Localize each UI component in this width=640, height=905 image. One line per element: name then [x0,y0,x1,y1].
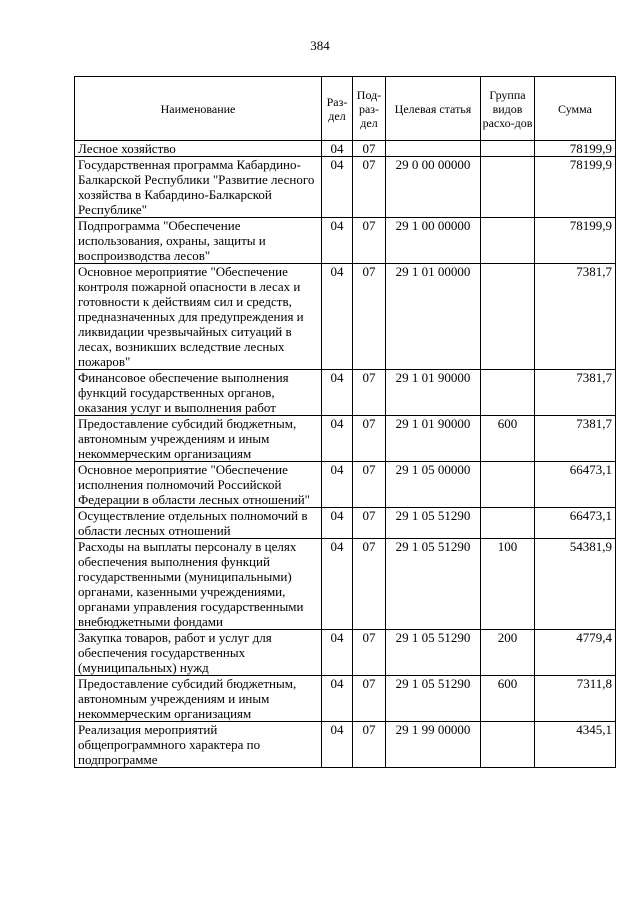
header-row [75,77,616,141]
cell-vid: 100 [481,539,535,630]
cell-summa: 4779,4 [535,630,616,676]
budget-table [74,76,616,768]
cell-podrazdel: 07 [353,370,386,416]
cell-razdel: 04 [322,508,353,539]
cell-podrazdel: 07 [353,722,386,768]
table-row [75,462,616,508]
cell-summa: 78199,9 [535,141,616,157]
cell-name: Реализация мероприятий общепрограммного характера по подпрограмме [75,722,322,768]
cell-name: Закупка товаров, работ и услуг для обеспечения государственных (муниципальных) нужд [75,630,322,676]
cell-statya: 29 1 99 00000 [386,722,481,768]
cell-statya: 29 1 05 51290 [386,539,481,630]
cell-statya: 29 1 05 00000 [386,462,481,508]
cell-podrazdel: 07 [353,630,386,676]
table-row [75,218,616,264]
header-razdel: Раз-дел [322,77,353,141]
cell-razdel: 04 [322,416,353,462]
table-row [75,141,616,157]
cell-summa: 7381,7 [535,416,616,462]
cell-vid [481,157,535,218]
cell-razdel: 04 [322,218,353,264]
cell-statya: 29 1 01 90000 [386,370,481,416]
cell-summa: 4345,1 [535,722,616,768]
cell-statya: 29 1 05 51290 [386,508,481,539]
cell-vid: 600 [481,416,535,462]
cell-vid [481,508,535,539]
cell-razdel: 04 [322,264,353,370]
cell-name: Основное мероприятие "Обеспечение контроля пожарной опасности в лесах и готовности к действиям сил и средств, предназначенных для предупреждения и ликвидации чрезвычайных ситуаций в лесах, возникших вследствие лесных пожаров" [75,264,322,370]
cell-razdel: 04 [322,722,353,768]
cell-summa: 78199,9 [535,157,616,218]
cell-razdel: 04 [322,157,353,218]
cell-summa: 66473,1 [535,462,616,508]
cell-razdel: 04 [322,676,353,722]
cell-summa: 7381,7 [535,370,616,416]
cell-vid [481,141,535,157]
table-row [75,508,616,539]
cell-name: Основное мероприятие "Обеспечение исполнения полномочий Российской Федерации в области лесных отношений" [75,462,322,508]
cell-razdel: 04 [322,370,353,416]
cell-vid [481,264,535,370]
cell-podrazdel: 07 [353,676,386,722]
cell-name: Предоставление субсидий бюджетным, автономным учреждениям и иным некоммерческим организациям [75,676,322,722]
table-row [75,370,616,416]
cell-podrazdel: 07 [353,141,386,157]
table-row [75,416,616,462]
cell-name: Лесное хозяйство [75,141,322,157]
cell-statya: 29 1 01 00000 [386,264,481,370]
cell-summa: 7311,8 [535,676,616,722]
cell-podrazdel: 07 [353,157,386,218]
cell-vid [481,462,535,508]
cell-razdel: 04 [322,630,353,676]
cell-statya: 29 1 01 90000 [386,416,481,462]
cell-podrazdel: 07 [353,508,386,539]
cell-statya: 29 1 05 51290 [386,676,481,722]
cell-razdel: 04 [322,462,353,508]
cell-razdel: 04 [322,141,353,157]
page-number: 384 [310,38,330,53]
table-row [75,539,616,630]
cell-vid: 600 [481,676,535,722]
cell-vid: 200 [481,630,535,676]
header-statya: Целевая статья [386,77,481,141]
table-body [75,141,616,768]
table-row [75,722,616,768]
cell-summa: 78199,9 [535,218,616,264]
cell-name: Государственная программа Кабардино-Балкарской Республики "Развитие лесного хозяйства в Кабардино-Балкарской Республике" [75,157,322,218]
header-podrazdel: Под-раз-дел [353,77,386,141]
cell-name: Предоставление субсидий бюджетным, автономным учреждениям и иным некоммерческим организациям [75,416,322,462]
cell-summa: 7381,7 [535,264,616,370]
cell-summa: 54381,9 [535,539,616,630]
cell-podrazdel: 07 [353,462,386,508]
cell-statya [386,141,481,157]
cell-podrazdel: 07 [353,416,386,462]
header-vidy: Группа видов расхо-дов [481,77,535,141]
cell-podrazdel: 07 [353,539,386,630]
cell-podrazdel: 07 [353,264,386,370]
header-name: Наименование [75,77,322,141]
cell-name: Финансовое обеспечение выполнения функций государственных органов, оказания услуг и выполнения работ [75,370,322,416]
table-row [75,264,616,370]
table-row [75,157,616,218]
cell-vid [481,722,535,768]
cell-statya: 29 1 05 51290 [386,630,481,676]
header-summa: Сумма [535,77,616,141]
cell-summa: 66473,1 [535,508,616,539]
cell-statya: 29 1 00 00000 [386,218,481,264]
table-row [75,676,616,722]
cell-vid [481,370,535,416]
cell-name: Осуществление отдельных полномочий в области лесных отношений [75,508,322,539]
cell-podrazdel: 07 [353,218,386,264]
cell-vid [481,218,535,264]
cell-statya: 29 0 00 00000 [386,157,481,218]
table-row [75,630,616,676]
cell-name: Расходы на выплаты персоналу в целях обеспечения выполнения функций государственными (муниципальными) органами, казенными учреждениями, органами управления государственными внебюджетными фондами [75,539,322,630]
cell-name: Подпрограмма "Обеспечение использования, охраны, защиты и воспроизводства лесов" [75,218,322,264]
cell-razdel: 04 [322,539,353,630]
